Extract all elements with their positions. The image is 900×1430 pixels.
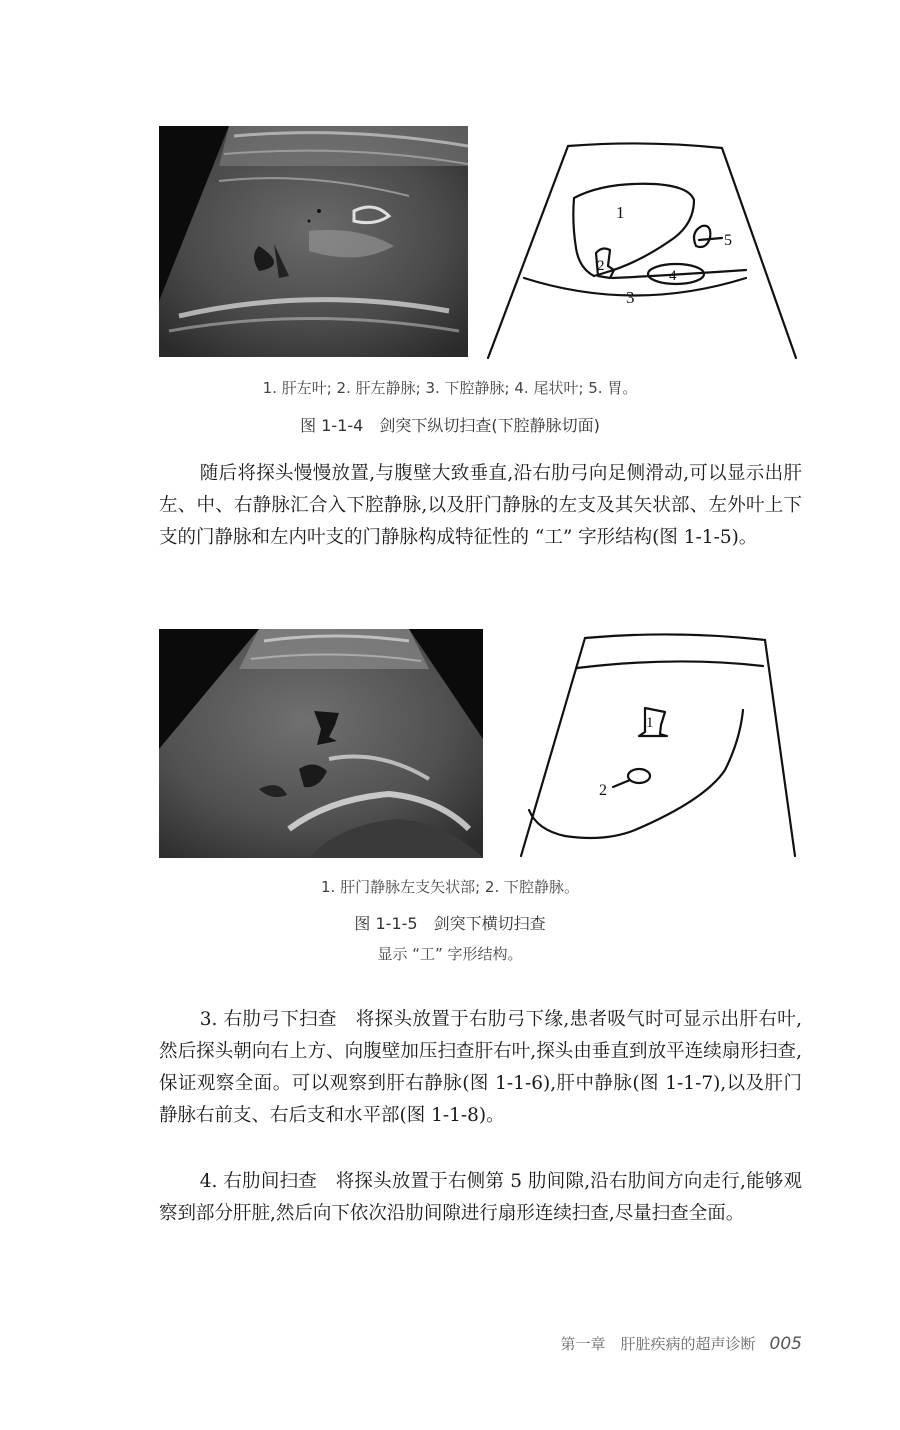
schematic-drawing-1-graphic [484, 138, 799, 360]
body-paragraph-3 [159, 1166, 802, 1230]
figure2-legend: 1. 肝门静脉左支矢状部; 2. 下腔静脉。 [321, 878, 579, 896]
ultrasound-image-2 [159, 629, 483, 858]
schematic-1-label-1: 1 [616, 203, 625, 222]
paragraph-1-text: 随后将探头慢慢放置,与腹壁大致垂直,沿右肋弓向足侧滑动,可以显示出肝左、中、右静脉汇合入下腔静脉,以及肝门静脉的左支及其矢状部、左外叶上下支的门静脉和左内叶支的门静脉构成特征性的 “工” 字形结构(图 1-1-5)。 [159, 463, 802, 548]
figure2-subtitle: 显示 “工” 字形结构。 [377, 945, 523, 963]
schematic-1-label-5: 5 [724, 232, 732, 249]
ultrasound-image-1 [159, 126, 468, 357]
paragraph-3-text: 4. 右肋间扫查 将探头放置于右侧第 5 肋间隙,沿右肋间方向走行,能够观察到部分肝脏,然后向下依次沿肋间隙进行扇形连续扫查,尽量扫查全面。 [159, 1171, 802, 1224]
schematic-drawing-1 [484, 138, 799, 360]
schematic-1-label-4: 4 [669, 268, 677, 284]
paragraph-2-text: 3. 右肋弓下扫查 将探头放置于右肋弓下缘,患者吸气时可显示出肝右叶,然后探头朝向右上方、向腹壁加压扫查肝右叶,探头由垂直到放平连续扇形扫查,保证观察全面。可以观察到肝右静脉(图 1-1-6),肝中静脉(图 1-1-7),以及肝门静脉右前支、右后支和水平部(图 1-1-8)。 [159, 1009, 802, 1126]
page-number: 005 [769, 1334, 802, 1354]
schematic-2-label-1: 1 [646, 715, 654, 731]
ultrasound-image-2-graphic [159, 629, 483, 858]
schematic-drawing-2 [515, 630, 800, 858]
body-paragraph-2 [159, 1004, 802, 1132]
figure1-legend: 1. 肝左叶; 2. 肝左静脉; 3. 下腔静脉; 4. 尾状叶; 5. 胃。 [262, 379, 638, 397]
schematic-drawing-2-graphic [515, 630, 800, 858]
footer-chapter: 第一章 肝脏疾病的超声诊断 [560, 1335, 756, 1353]
page-footer [561, 1333, 802, 1354]
figure2-title: 图 1-1-5 剑突下横切扫查 [354, 914, 546, 933]
schematic-1-label-3: 3 [626, 288, 635, 307]
schematic-1-label-2: 2 [597, 258, 605, 274]
body-paragraph-1 [159, 458, 802, 554]
schematic-2-label-2: 2 [599, 782, 607, 799]
figure1-title: 图 1-1-4 剑突下纵切扫查(下腔静脉切面) [300, 416, 600, 435]
ultrasound-image-1-graphic [159, 126, 468, 357]
